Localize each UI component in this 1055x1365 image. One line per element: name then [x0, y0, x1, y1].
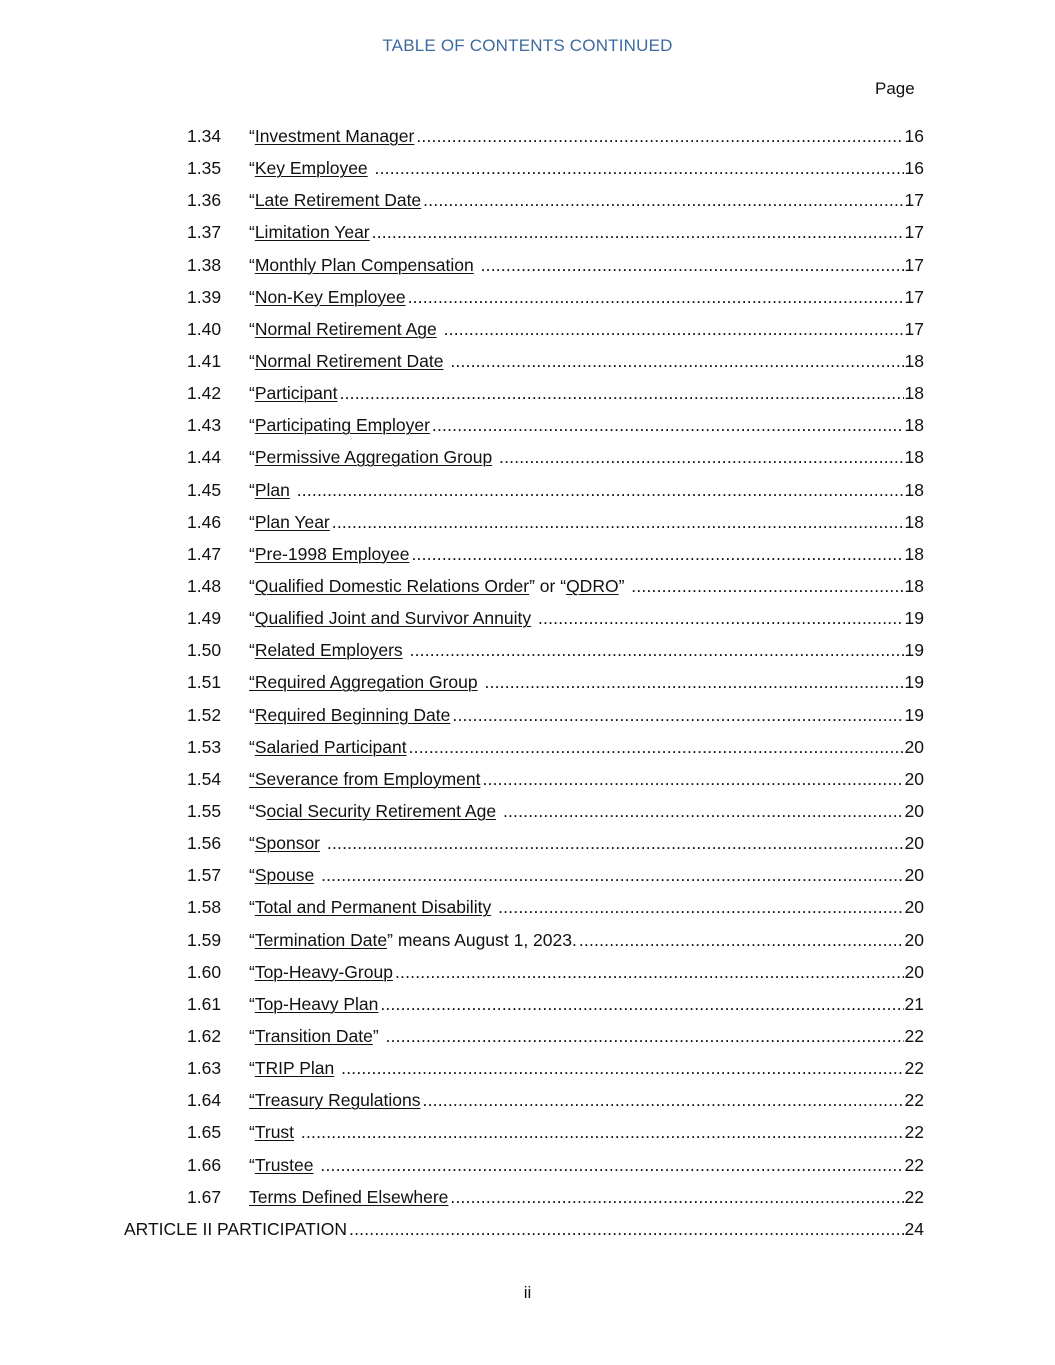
toc-entry: [249, 993, 924, 1015]
toc-entry: [249, 961, 924, 983]
text-fragment: [437, 319, 442, 339]
text-fragment: “: [249, 447, 255, 468]
dot-leader: [332, 511, 904, 533]
toc-row-1-57[interactable]: [0, 862, 1055, 894]
text-fragment: [294, 1122, 299, 1142]
text-fragment: “: [249, 126, 255, 146]
section-number: 1.51: [187, 672, 222, 693]
section-number: 1.59: [187, 929, 222, 950]
dot-leader: [423, 189, 903, 211]
underlined-term: Sponsor: [254, 833, 321, 854]
text-fragment: “: [249, 608, 255, 629]
underlined-term: Normal Retirement Date: [254, 350, 444, 371]
underlined-term: QDRO: [566, 575, 619, 596]
dot-leader: [631, 575, 903, 597]
text-fragment: “: [249, 897, 255, 918]
toc-row-1-65[interactable]: [0, 1119, 1055, 1151]
text-fragment: “: [249, 350, 255, 371]
toc-row-1-34[interactable]: [0, 123, 1055, 155]
section-number: 1.38: [187, 254, 222, 275]
toc-row-1-55[interactable]: [0, 798, 1055, 830]
text-fragment: “: [249, 1122, 255, 1143]
toc-row-1-44[interactable]: [0, 444, 1055, 476]
text-fragment: “: [249, 383, 255, 404]
dot-leader: [321, 864, 903, 886]
section-title[interactable]: [249, 639, 408, 661]
section-title[interactable]: [249, 1121, 299, 1143]
toc-row-1-52[interactable]: [0, 702, 1055, 734]
section-title[interactable]: [249, 221, 370, 243]
page-number: 17: [904, 190, 924, 211]
page-number: 18: [904, 575, 924, 596]
section-number: 1.41: [187, 350, 222, 371]
dot-leader: [423, 1089, 904, 1111]
toc-row-1-35[interactable]: [0, 155, 1055, 187]
table-of-contents: [0, 123, 1055, 1248]
toc-entry: [249, 1089, 924, 1111]
section-number: 1.63: [187, 1058, 222, 1079]
page-number: 19: [904, 704, 924, 725]
section-title[interactable]: [249, 189, 421, 211]
toc-entry: [249, 736, 924, 758]
page-number: 18: [904, 479, 924, 500]
page-number: 20: [904, 736, 924, 757]
page-number: 19: [904, 640, 924, 661]
text-fragment: “: [249, 704, 255, 725]
text-fragment: [491, 897, 496, 917]
toc-entry: [249, 800, 924, 822]
toc-entry: [249, 864, 924, 886]
page-number: 16: [904, 158, 924, 179]
text-fragment: “: [249, 1025, 255, 1046]
toc-row-1-36[interactable]: [0, 187, 1055, 219]
dot-leader: [538, 607, 904, 629]
underlined-term: Investment Manager: [254, 126, 415, 146]
dot-leader: [320, 1154, 903, 1176]
toc-entry: [249, 254, 924, 276]
section-number: 1.61: [187, 993, 222, 1014]
toc-continued-title: TABLE OF CONTENTS CONTINUED: [382, 36, 673, 55]
underlined-term: Spouse: [254, 865, 315, 886]
text-fragment: [320, 833, 325, 853]
section-title[interactable]: [249, 511, 330, 533]
section-title[interactable]: [249, 157, 373, 179]
section-number: 1.50: [187, 640, 222, 661]
footer-page-number: ii: [523, 1283, 532, 1302]
underlined-term: TRIP Plan: [254, 1058, 335, 1079]
page-number: 17: [904, 318, 924, 339]
underlined-term: Key Employee: [254, 158, 368, 179]
section-title[interactable]: [249, 479, 295, 501]
toc-row-1-45[interactable]: [0, 477, 1055, 509]
toc-row-1-41[interactable]: [0, 348, 1055, 380]
toc-entry: [249, 671, 924, 693]
dot-leader: [412, 543, 904, 565]
page-number: 17: [904, 222, 924, 243]
dot-leader: [349, 1218, 904, 1240]
underlined-term: Monthly Plan Compensation: [254, 254, 474, 275]
dot-leader: [340, 382, 904, 404]
underlined-term: Total and Permanent Disability: [254, 897, 492, 918]
section-number: 1.36: [187, 190, 222, 211]
toc-rows: [0, 123, 1055, 1216]
underlined-term: Salaried Participant: [254, 736, 407, 757]
page-number: 21: [904, 993, 924, 1014]
text-fragment: [496, 801, 501, 821]
section-title[interactable]: [249, 768, 480, 790]
dot-leader: [444, 318, 904, 340]
section-number: 1.49: [187, 608, 222, 629]
underlined-term: Qualified Joint and Survivor Annuity: [254, 608, 532, 629]
section-number: 1.45: [187, 479, 222, 500]
toc-row-1-53[interactable]: [0, 734, 1055, 766]
toc-entry: [249, 1186, 924, 1208]
toc-row-1-37[interactable]: [0, 219, 1055, 251]
text-fragment: “: [249, 961, 255, 982]
section-title[interactable]: [249, 1089, 421, 1111]
text-fragment: “: [249, 865, 255, 886]
toc-entry: [249, 189, 924, 211]
section-title[interactable]: [249, 961, 393, 983]
text-fragment: “: [249, 511, 255, 532]
section-number: 1.44: [187, 447, 222, 468]
dot-leader: [375, 157, 904, 179]
toc-row-1-64[interactable]: [0, 1087, 1055, 1119]
underlined-term: Plan Year: [254, 511, 330, 532]
section-number: 1.52: [187, 704, 222, 725]
page-number: 20: [904, 833, 924, 854]
dot-leader: [372, 221, 904, 243]
toc-entry: [249, 511, 924, 533]
dot-leader: [498, 896, 903, 918]
page-number: 22: [904, 1058, 924, 1079]
page-number: 19: [904, 672, 924, 693]
section-number: 1.47: [187, 543, 222, 564]
toc-row-1-66[interactable]: [0, 1152, 1055, 1184]
toc-row-1-42[interactable]: [0, 380, 1055, 412]
section-number: 1.58: [187, 897, 222, 918]
dot-leader: [409, 736, 904, 758]
section-number: 1.37: [187, 222, 222, 243]
dot-leader: [482, 768, 903, 790]
toc-row-1-39[interactable]: [0, 284, 1055, 316]
page-number: 22: [904, 1154, 924, 1175]
toc-entry: [249, 350, 924, 372]
section-title[interactable]: [249, 1154, 318, 1176]
text-fragment: [334, 1058, 339, 1078]
toc-row-1-60[interactable]: [0, 959, 1055, 991]
page-number: 18: [904, 415, 924, 436]
text-fragment: “: [249, 415, 255, 436]
underlined-term: ocial Security Retirement Age: [266, 800, 497, 821]
toc-entry: [249, 832, 924, 854]
page-number: 20: [904, 961, 924, 982]
page-number: 20: [904, 929, 924, 950]
section-title[interactable]: [249, 736, 407, 758]
text-fragment: [492, 447, 497, 467]
toc-entry: [249, 896, 924, 918]
underlined-term: Participant: [254, 383, 338, 404]
text-fragment: “: [249, 736, 255, 757]
toc-row-1-61[interactable]: [0, 991, 1055, 1023]
underlined-term: Required Beginning Date: [254, 704, 451, 725]
dot-leader: [410, 639, 904, 661]
page-column-label: Page: [875, 79, 915, 98]
article-title[interactable]: ARTICLE II PARTICIPATION: [124, 1218, 348, 1239]
page-number: 20: [904, 800, 924, 821]
underlined-term: Top-Heavy-Group: [254, 961, 393, 982]
toc-row-1-43[interactable]: [0, 412, 1055, 444]
section-title[interactable]: [249, 896, 496, 918]
toc-entry: [249, 1121, 924, 1143]
toc-row-1-51[interactable]: [0, 669, 1055, 701]
section-title[interactable]: [249, 543, 410, 565]
underlined-term: Related Employers: [254, 640, 403, 661]
underlined-term: Permissive Aggregation Group: [254, 447, 493, 468]
underlined-term: Trustee: [254, 1154, 314, 1175]
text-fragment: “: [249, 833, 255, 854]
toc-row-1-50[interactable]: [0, 637, 1055, 669]
toc-entry: [124, 1218, 924, 1240]
toc-row-1-59[interactable]: [0, 927, 1055, 959]
dot-leader: [450, 1186, 903, 1208]
page-number: 22: [904, 1122, 924, 1143]
toc-entry: [249, 382, 924, 404]
section-number: 1.40: [187, 318, 222, 339]
section-title[interactable]: [249, 704, 450, 726]
underlined-term: Participating Employer: [254, 415, 430, 436]
section-title[interactable]: [249, 1025, 384, 1047]
section-title[interactable]: [249, 254, 479, 276]
section-title[interactable]: [249, 125, 414, 147]
page-number: 17: [904, 286, 924, 307]
section-title[interactable]: [249, 671, 483, 693]
toc-entry: [249, 125, 924, 147]
dot-leader: [327, 832, 904, 854]
dot-leader: [499, 446, 903, 468]
underlined-term: “Required Aggregation Group: [249, 672, 478, 693]
underlined-term: “Treasury Regulations: [249, 1090, 421, 1111]
article-page-number: 24: [904, 1218, 924, 1239]
page-number: 17: [904, 254, 924, 275]
page-number: 19: [904, 608, 924, 629]
underlined-term: “Severance from Employment: [249, 768, 481, 789]
section-number: 1.39: [187, 286, 222, 307]
toc-entry: [249, 929, 924, 951]
section-number: 1.46: [187, 511, 222, 532]
text-fragment: “: [249, 640, 255, 661]
page-number: 20: [904, 768, 924, 789]
toc-row-1-46[interactable]: [0, 509, 1055, 541]
section-number: 1.42: [187, 383, 222, 404]
text-fragment: “: [249, 479, 255, 500]
page-number: 20: [904, 865, 924, 886]
dot-leader: [301, 1121, 904, 1143]
text-fragment: [368, 158, 373, 178]
dot-leader: [416, 125, 903, 147]
text-fragment: ” means August 1, 2023.: [387, 929, 577, 950]
dot-leader: [341, 1057, 903, 1079]
text-fragment: [403, 640, 408, 660]
section-number: 1.65: [187, 1122, 222, 1143]
text-fragment: [314, 865, 319, 885]
section-title[interactable]: [249, 350, 448, 372]
section-number: 1.56: [187, 833, 222, 854]
text-fragment: [444, 351, 449, 371]
toc-entry: [249, 768, 924, 790]
underlined-term: Transition Date: [254, 1025, 373, 1046]
toc-entry: [249, 286, 924, 308]
toc-row-1-54[interactable]: [0, 766, 1055, 798]
section-title[interactable]: [249, 575, 629, 597]
dot-leader: [395, 961, 904, 983]
dot-leader: [408, 286, 904, 308]
text-fragment: “: [249, 158, 255, 179]
dot-leader: [432, 414, 904, 436]
section-number: 1.55: [187, 800, 222, 821]
underlined-term: Pre-1998 Employee: [254, 543, 410, 564]
section-number: 1.34: [187, 126, 222, 146]
section-title[interactable]: [249, 318, 442, 340]
section-title[interactable]: [249, 929, 577, 951]
toc-row-1-63[interactable]: [0, 1055, 1055, 1087]
dot-leader: [380, 993, 903, 1015]
underlined-term: Top-Heavy Plan: [254, 993, 379, 1014]
section-title[interactable]: [249, 607, 536, 629]
page-number: 18: [904, 350, 924, 371]
section-number: 1.35: [187, 158, 222, 179]
underlined-term: Trust: [254, 1122, 295, 1143]
underlined-term: Qualified Domestic Relations Order: [254, 575, 530, 596]
toc-row-1-40[interactable]: [0, 316, 1055, 348]
underlined-term: Plan: [254, 479, 290, 500]
page-number: 22: [904, 1025, 924, 1046]
text-fragment: [531, 608, 536, 628]
toc-entry: [249, 1154, 924, 1176]
text-fragment: ” or “: [529, 575, 567, 596]
section-title[interactable]: [249, 382, 338, 404]
text-fragment: “: [249, 1058, 255, 1079]
text-fragment: “: [249, 190, 255, 211]
toc-entry: [249, 1057, 924, 1079]
text-fragment: “: [249, 543, 255, 564]
toc-row-article[interactable]: [0, 1216, 1055, 1248]
toc-entry: [249, 479, 924, 501]
text-fragment: “: [249, 993, 255, 1014]
text-fragment: “: [249, 254, 255, 275]
dot-leader: [485, 671, 904, 693]
section-title[interactable]: [249, 446, 497, 468]
page-number: 22: [904, 1186, 924, 1207]
text-fragment: “: [249, 286, 255, 307]
section-number: 1.53: [187, 736, 222, 757]
page-number: 18: [904, 383, 924, 404]
text-fragment: [478, 672, 483, 692]
dot-leader: [452, 704, 903, 726]
text-fragment: ”: [372, 1025, 384, 1046]
section-number: 1.62: [187, 1025, 222, 1046]
text-fragment: “: [249, 929, 255, 950]
dot-leader: [579, 929, 904, 951]
underlined-term: Limitation Year: [254, 222, 370, 243]
dot-leader: [503, 800, 904, 822]
section-number: 1.43: [187, 415, 222, 436]
section-title[interactable]: [249, 414, 430, 436]
section-number: 1.54: [187, 768, 222, 789]
text-fragment: “: [249, 1154, 255, 1175]
toc-entry: [249, 543, 924, 565]
text-fragment: “: [249, 222, 255, 243]
section-title[interactable]: [249, 832, 325, 854]
section-number: 1.57: [187, 865, 222, 886]
underlined-term: Late Retirement Date: [254, 190, 422, 211]
section-title[interactable]: [249, 864, 319, 886]
underlined-term: Non-Key Employee: [254, 286, 406, 307]
section-title[interactable]: [249, 800, 501, 822]
toc-entry: [249, 318, 924, 340]
section-title[interactable]: [249, 1186, 448, 1208]
dot-leader: [450, 350, 903, 372]
section-number: 1.48: [187, 575, 222, 596]
text-fragment: [474, 255, 479, 275]
dot-leader: [386, 1025, 904, 1047]
toc-entry: [249, 446, 924, 468]
underlined-term: Normal Retirement Age: [254, 318, 437, 339]
text-fragment: ”: [618, 575, 630, 596]
text-fragment: [314, 1155, 319, 1175]
page-number: 16: [904, 126, 924, 146]
toc-row-1-49[interactable]: [0, 605, 1055, 637]
toc-row-1-56[interactable]: [0, 830, 1055, 862]
toc-row-1-48[interactable]: [0, 573, 1055, 605]
dot-leader: [297, 479, 904, 501]
underlined-term: Termination Date: [254, 929, 388, 950]
toc-entry: [249, 575, 924, 597]
section-number: 1.67: [187, 1186, 222, 1207]
toc-row-1-67[interactable]: [0, 1184, 1055, 1216]
section-number: 1.60: [187, 961, 222, 982]
section-number: 1.66: [187, 1154, 222, 1175]
toc-entry: [249, 157, 924, 179]
toc-row-1-38[interactable]: [0, 252, 1055, 284]
page-number: 18: [904, 511, 924, 532]
toc-entry: [249, 704, 924, 726]
page-number: 20: [904, 897, 924, 918]
toc-row-1-47[interactable]: [0, 541, 1055, 573]
toc-row-1-62[interactable]: [0, 1023, 1055, 1055]
text-fragment: “: [249, 318, 255, 339]
underlined-term: Terms Defined Elsewhere: [249, 1186, 449, 1207]
page-number: 18: [904, 447, 924, 468]
toc-entry: [249, 639, 924, 661]
section-title[interactable]: [249, 993, 378, 1015]
page-number: 18: [904, 543, 924, 564]
text-fragment: “: [249, 575, 255, 596]
toc-row-1-58[interactable]: [0, 894, 1055, 926]
page-number: 22: [904, 1090, 924, 1111]
toc-entry: [249, 414, 924, 436]
toc-entry: [249, 221, 924, 243]
text-fragment: “S: [249, 800, 267, 821]
section-title[interactable]: [249, 1057, 339, 1079]
toc-entry: [249, 607, 924, 629]
section-title[interactable]: [249, 286, 406, 308]
dot-leader: [481, 254, 904, 276]
section-number: 1.64: [187, 1090, 222, 1111]
text-fragment: [290, 480, 295, 500]
toc-entry: [249, 1025, 924, 1047]
